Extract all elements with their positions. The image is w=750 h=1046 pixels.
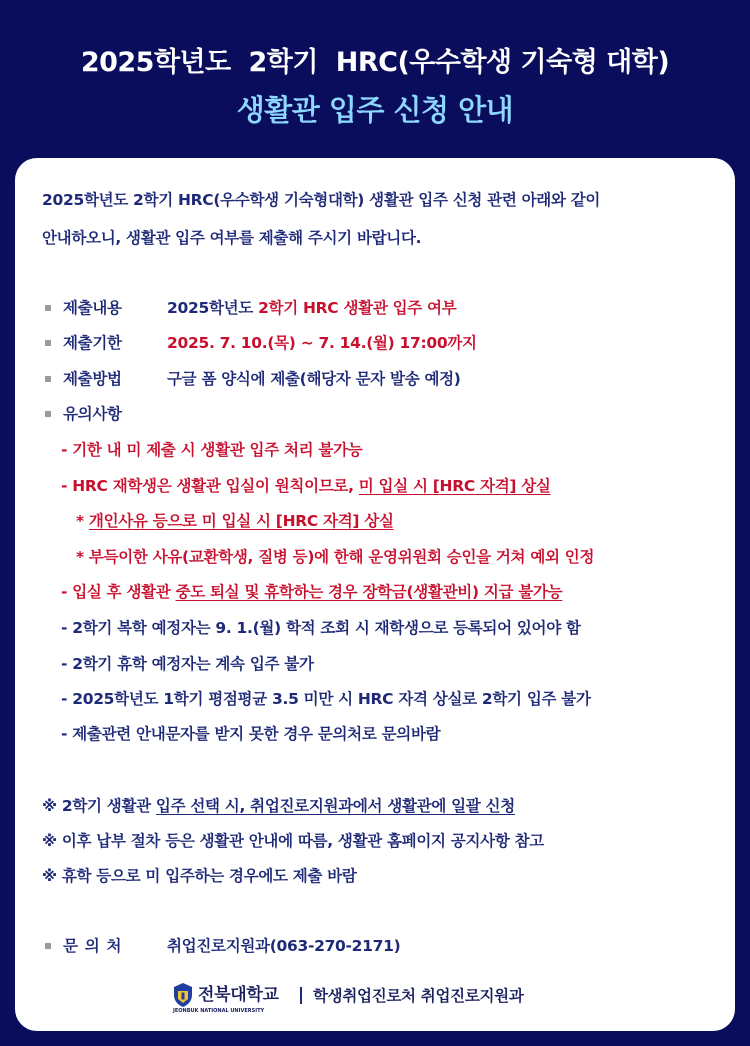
item-label: 제출기한 [63,334,122,352]
contact-value: 취업진로지원과(063-270-2171) [167,937,401,955]
note-line: - 2025학년도 1학기 평점평균 3.5 미만 시 HRC 자격 상실로 2학기 입주 불가 [61,690,591,708]
page-title: 2025학년도 2학기 HRC(우수학생 기숙형 대학) [80,47,670,78]
item-label: 제출방법 [63,370,122,388]
remark-line: ※ 휴학 등으로 미 입주하는 경우에도 제출 바람 [42,867,357,885]
note-line: - 기한 내 미 제출 시 생활관 입주 처리 불가능 [61,441,363,459]
header [0,0,750,158]
square-bullet-icon [45,340,51,346]
university-name-en: JEONBUK NATIONAL UNIVERSITY [173,1008,265,1014]
square-bullet-icon [45,943,51,949]
remark-line: ※ 2학기 생활관 입주 선택 시, 취업진로지원과에서 생활관에 일괄 신청 [42,797,515,815]
item-label: 유의사항 [63,405,122,423]
item-label: 제출내용 [63,299,122,317]
remark-line: ※ 이후 납부 절차 등은 생활관 안내에 따름, 생활관 홈페이지 공지사항 참고 [42,832,544,850]
note-line: * 부득이한 사유(교환학생, 질병 등)에 한해 운영위원회 승인을 거쳐 예외 인정 [76,548,595,566]
note-line: - HRC 재학생은 생활관 입실이 원칙이므로, 미 입실 시 [HRC 자격] 상실 [61,477,551,495]
intro-line-2: 안내하오니, 생활관 입주 여부를 제출해 주시기 바랍니다. [42,229,422,247]
university-name: 전북대학교 [198,985,279,1005]
item-value: 2025. 7. 10.(목) ~ 7. 14.(월) 17:00까지 [167,334,477,352]
item-value: 2025학년도 2학기 HRC 생활관 입주 여부 [167,299,457,317]
contact-label: 문 의 처 [63,937,122,955]
footer-divider [300,987,302,1004]
note-line: * 개인사유 등으로 미 입실 시 [HRC 자격] 상실 [76,512,394,530]
page-subtitle: 생활관 입주 신청 안내 [236,93,514,127]
note-line: - 2학기 복학 예정자는 9. 1.(월) 학적 조회 시 재학생으로 등록되어 있어야 함 [61,619,581,637]
university-emblem-icon [172,982,194,1008]
square-bullet-icon [45,376,51,382]
intro-line-1: 2025학년도 2학기 HRC(우수학생 기숙형대학) 생활관 입주 신청 관련 아래와 같이 [42,191,601,209]
note-line: - 입실 후 생활관 중도 퇴실 및 휴학하는 경우 장학금(생활관비) 지급 불가능 [61,583,563,601]
department-name: 학생취업진로처 취업진로지원과 [313,987,524,1005]
note-line: - 2학기 휴학 예정자는 계속 입주 불가 [61,655,314,673]
item-value: 구글 폼 양식에 제출(해당자 문자 발송 예정) [167,370,461,388]
square-bullet-icon [45,305,51,311]
square-bullet-icon [45,411,51,417]
note-line: - 제출관련 안내문자를 받지 못한 경우 문의처로 문의바람 [61,725,441,743]
